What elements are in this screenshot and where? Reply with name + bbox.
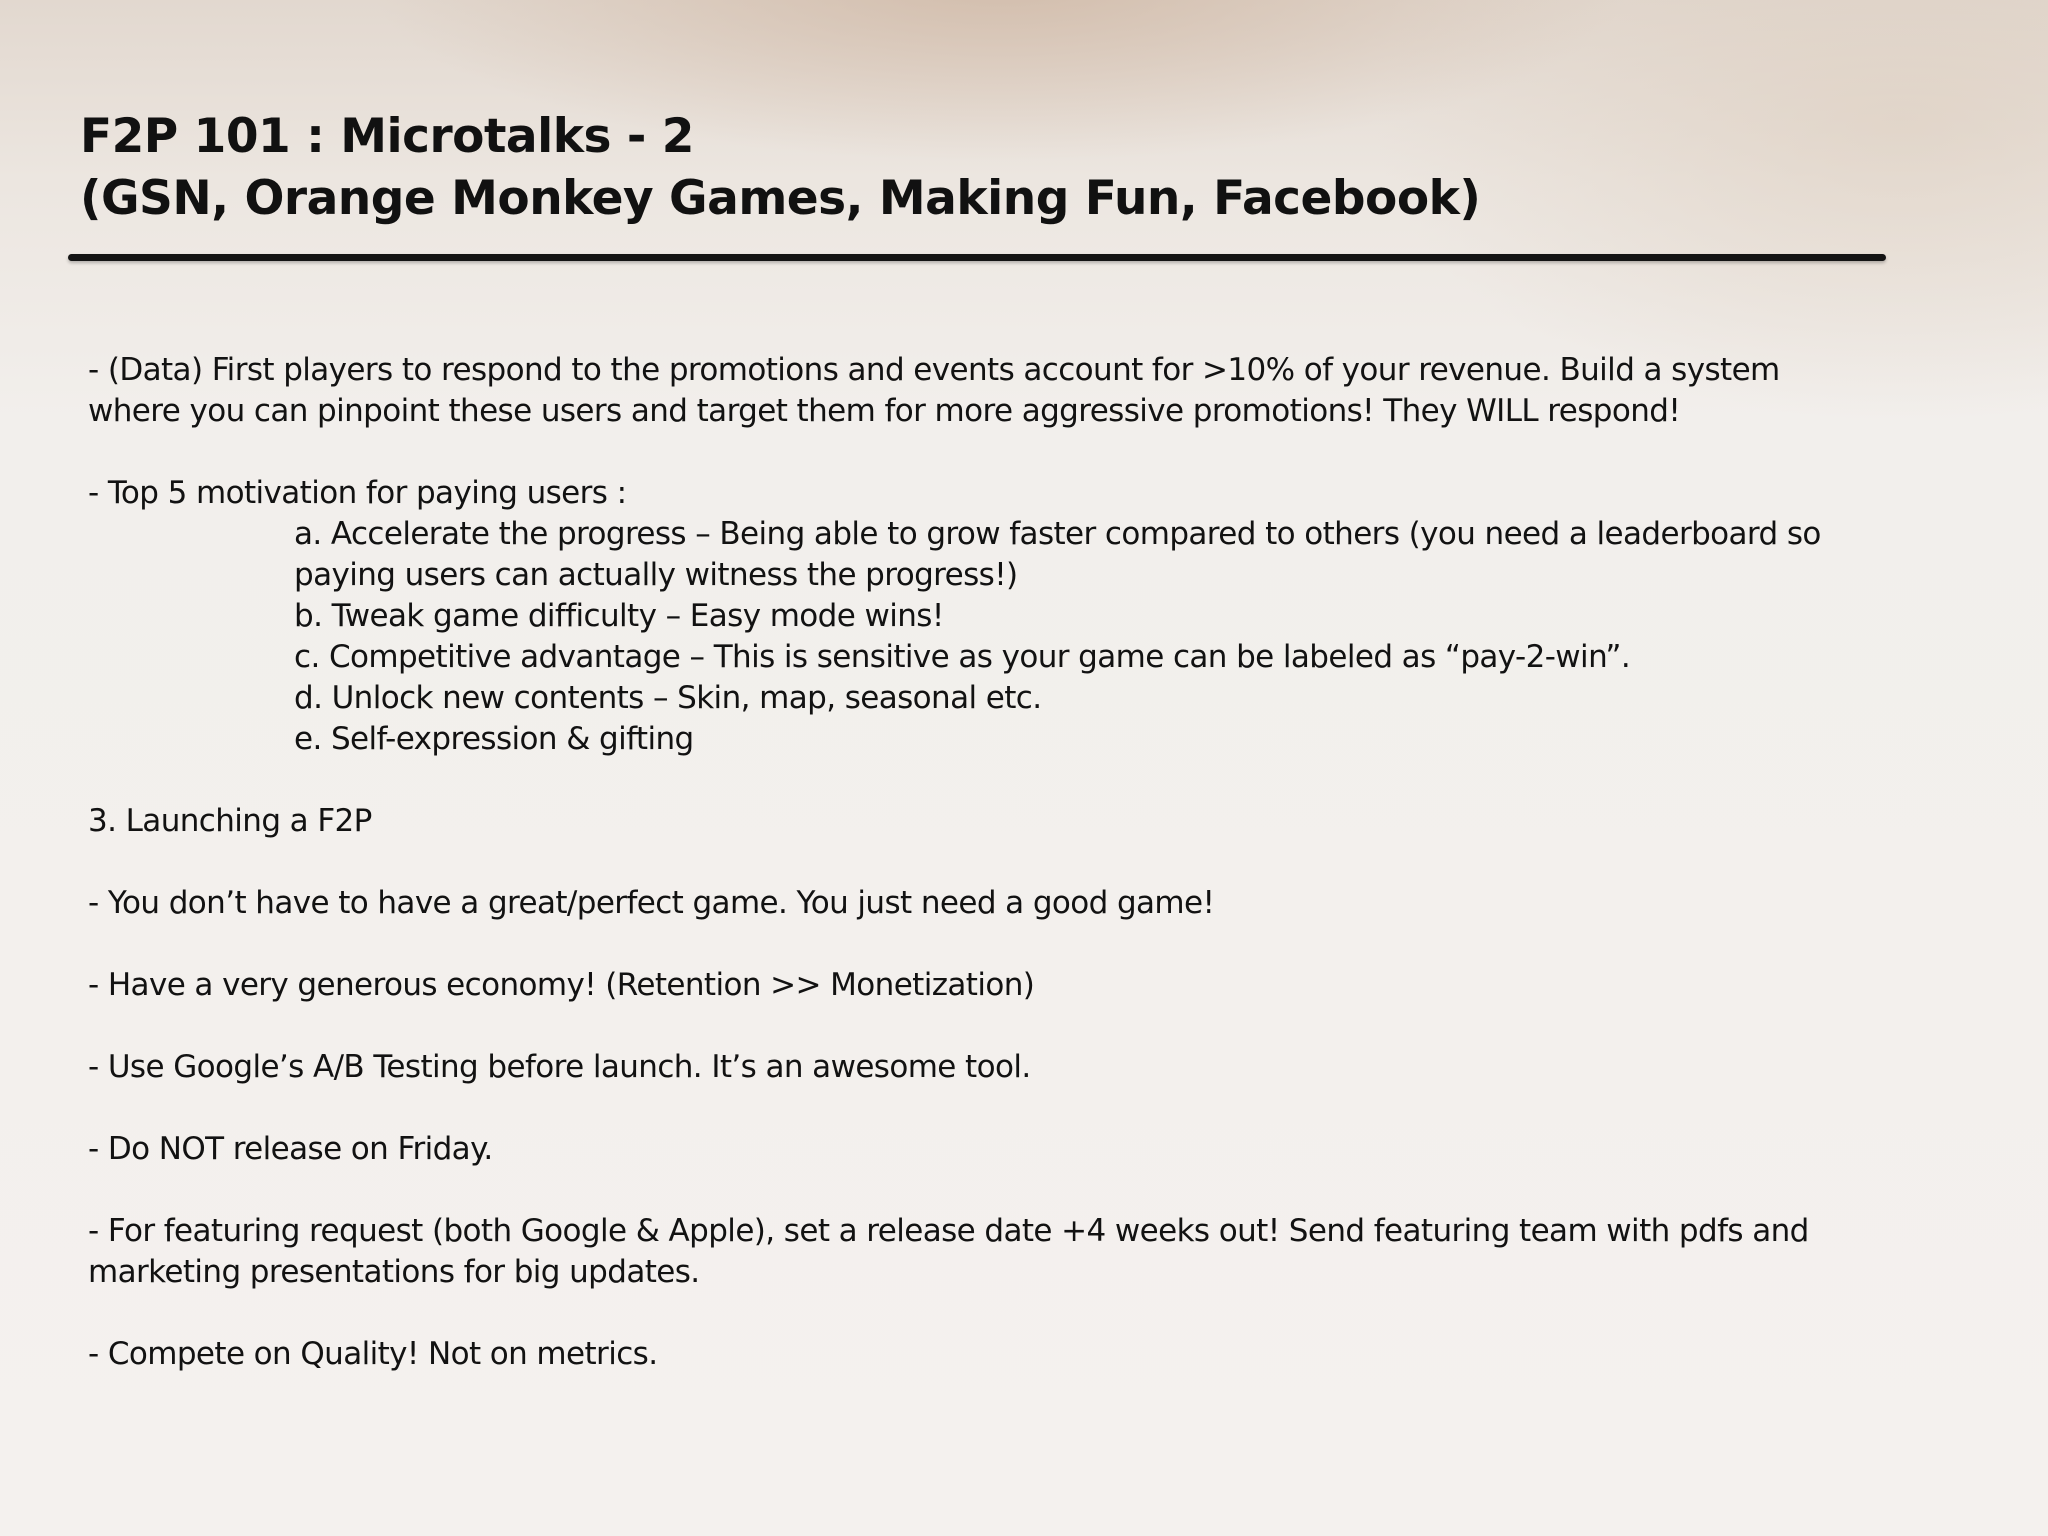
slide-title-line-1: F2P 101 : Microtalks - 2 [80, 109, 694, 164]
spacer [88, 1006, 1988, 1047]
bullet-ab-testing: - Use Google’s A/B Testing before launch. It’s an awesome tool. [88, 1049, 1031, 1085]
slide-title-line-2: (GSN, Orange Monkey Games, Making Fun, Facebook) [80, 171, 1481, 226]
featuring-request-line-1: - For featuring request (both Google & Apple), set a release date +4 weeks out! Send featuring team with pdfs and [88, 1213, 1809, 1249]
motivation-item-e: e. Self-expression & gifting [294, 721, 694, 757]
section-3-heading: 3. Launching a F2P [88, 803, 372, 839]
featuring-request-line-2: marketing presentations for big updates. [88, 1254, 700, 1290]
bullet-good-game: - You don’t have to have a great/perfect game. You just need a good game! [88, 885, 1215, 921]
spacer [88, 1293, 1988, 1334]
spacer [88, 432, 1988, 473]
spacer [88, 1088, 1988, 1129]
motivation-item-b: b. Tweak game difficulty – Easy mode wins! [294, 598, 944, 634]
title-divider [68, 254, 1886, 261]
motivation-item-a-line-1: a. Accelerate the progress – Being able to grow faster compared to others (you need a leaderboard so [294, 516, 1821, 552]
motivation-heading: - Top 5 motivation for paying users : [88, 475, 627, 511]
slide-title [80, 106, 1480, 230]
spacer [88, 924, 1988, 965]
bullet-no-friday-release: - Do NOT release on Friday. [88, 1131, 493, 1167]
spacer [88, 842, 1988, 883]
motivation-item-d: d. Unlock new contents – Skin, map, seasonal etc. [294, 680, 1042, 716]
data-paragraph-line-2: where you can pinpoint these users and target them for more aggressive promotions! They WILL respond! [88, 393, 1681, 429]
motivation-item-a-line-2: paying users can actually witness the progress!) [294, 557, 1018, 593]
motivation-item-c: c. Competitive advantage – This is sensitive as your game can be labeled as “pay-2-win”. [294, 639, 1631, 675]
spacer [88, 1170, 1988, 1211]
bullet-generous-economy: - Have a very generous economy! (Retention >> Monetization) [88, 967, 1035, 1003]
spacer [88, 760, 1988, 801]
data-paragraph-line-1: - (Data) First players to respond to the promotions and events account for >10% of your revenue. Build a system [88, 352, 1780, 388]
bullet-compete-on-quality: - Compete on Quality! Not on metrics. [88, 1336, 658, 1372]
slide-body [88, 350, 1988, 1375]
